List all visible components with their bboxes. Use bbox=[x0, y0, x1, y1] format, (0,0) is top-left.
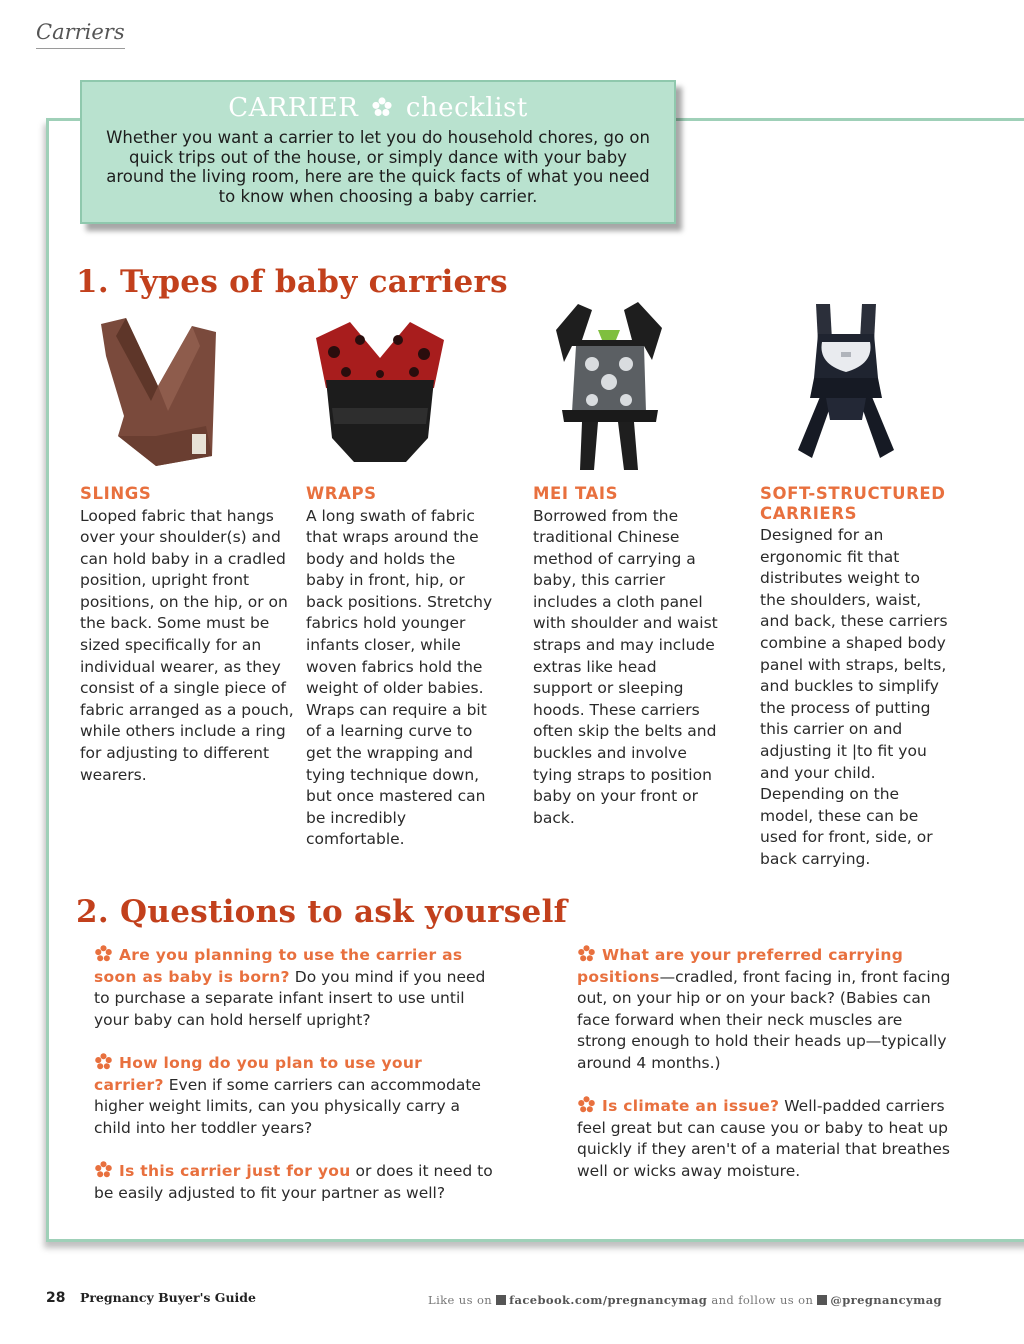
twitter-icon bbox=[817, 1295, 827, 1305]
title-right: checklist bbox=[405, 93, 528, 123]
question-highlight: How long do you plan to use your carrier? bbox=[94, 1054, 423, 1094]
soft-structured-carrier-image bbox=[778, 300, 914, 465]
question-highlight: Is climate an issue? bbox=[602, 1097, 780, 1115]
flower-icon bbox=[94, 944, 113, 963]
column-text: A long swath of fabric that wraps around the body and holds the baby in front, hip, or back positions. Stretchy fabrics hold younger infants closer, while woven fabrics hold the weight of older babies. Wraps can require a bit of a learning curve to get the wrapping and tying technique down, but once mastered can be incredibly comfortable. bbox=[306, 506, 493, 849]
wrap-image bbox=[310, 318, 450, 468]
question-text: Even if some carriers can accommodate higher weight limits, can you physically carry a child into her toddler years? bbox=[94, 1075, 481, 1137]
facebook-link[interactable]: facebook.com/pregnancymag bbox=[509, 1293, 708, 1307]
publication-name: Pregnancy Buyer's Guide bbox=[79, 1290, 256, 1305]
column-soft-structured bbox=[760, 484, 950, 871]
column-title: SLINGS bbox=[80, 484, 152, 503]
question-highlight: Is this carrier just for you bbox=[119, 1162, 351, 1180]
follow-text: and follow us on bbox=[711, 1293, 814, 1307]
column-title: SOFT-STRUCTURED CARRIERS bbox=[760, 484, 946, 523]
column-slings bbox=[80, 484, 295, 786]
page-footer-left bbox=[46, 1290, 256, 1306]
column-text: Borrowed from the traditional Chinese method of carrying a baby, this carrier includes a cloth panel with shoulder and waist straps and may include extras like head support or sleeping hoods. These carriers often skip the belts and buckles and involve tying straps to position baby on your front or back. bbox=[533, 506, 718, 827]
like-text: Like us on bbox=[428, 1293, 493, 1307]
question-text: Do you mind if you need to purchase a separate infant insert to use until your baby can hold herself upright? bbox=[94, 967, 486, 1029]
question-item bbox=[94, 944, 494, 1031]
checklist-title bbox=[82, 92, 674, 124]
section1-heading: 1. Types of baby carriers bbox=[76, 264, 508, 300]
twitter-link[interactable]: @pregnancymag bbox=[830, 1293, 942, 1307]
section-tab: Carriers bbox=[36, 20, 125, 49]
question-highlight: Are you planning to use the carrier as soon as baby is born? bbox=[94, 946, 463, 986]
question-item bbox=[94, 1052, 494, 1139]
checklist-header bbox=[80, 80, 676, 224]
flower-icon bbox=[577, 1095, 596, 1114]
question-item bbox=[577, 944, 952, 1075]
question-text: Well-padded carriers feel great but can cause you or baby to heat up quickly if they aren't of a material that breathes well or wicks away moisture. bbox=[577, 1097, 950, 1180]
flower-icon bbox=[577, 944, 596, 963]
column-mei-tais bbox=[533, 484, 718, 829]
flower-icon bbox=[371, 96, 393, 118]
question-highlight: What are your preferred carrying positions bbox=[577, 946, 904, 986]
mei-tai-image bbox=[552, 300, 667, 472]
sling-image bbox=[96, 316, 226, 471]
page-footer-social bbox=[428, 1293, 942, 1307]
question-item bbox=[94, 1160, 494, 1204]
facebook-icon bbox=[496, 1295, 506, 1305]
title-left: CARRIER bbox=[228, 93, 359, 123]
question-item bbox=[577, 1095, 952, 1182]
flower-icon bbox=[94, 1052, 113, 1071]
intro-text: Whether you want a carrier to let you do household chores, go on quick trips out of the house, or simply dance with your baby around the living room, here are the quick facts of what you need to know when choosing a baby carrier. bbox=[106, 128, 650, 206]
section2-heading: 2. Questions to ask yourself bbox=[76, 894, 568, 930]
question-text: or does it need to be easily adjusted to fit your partner as well? bbox=[94, 1162, 493, 1202]
column-title: WRAPS bbox=[306, 484, 377, 503]
column-wraps bbox=[306, 484, 496, 851]
question-text: —cradled, front facing in, front facing out, on your hip or on your back? (Babies can face forward when their neck muscles are strong enough to hold their heads up—typically around 4 months.) bbox=[577, 967, 951, 1072]
column-title: MEI TAIS bbox=[533, 484, 619, 503]
flower-icon bbox=[94, 1160, 113, 1179]
column-text: Designed for an ergonomic fit that distributes weight to the shoulders, waist, and back, these carriers combine a shaped body panel with straps, belts, and buckles to simplify the process of putting this carrier on and adjusting it |to fit you and your child. Depending on the model, these can be used for front, side, or back carrying. bbox=[760, 526, 948, 868]
page-number: 28 bbox=[46, 1290, 66, 1306]
column-text: Looped fabric that hangs over your shoulder(s) and can hold baby in a cradled position, upright front positions, on the hip, or on the back. Some must be sized specifically for an individual wearer, as they consist of a single piece of fabric arranged as a pouch, while others include a ring for adjusting to different wearers. bbox=[80, 506, 294, 784]
